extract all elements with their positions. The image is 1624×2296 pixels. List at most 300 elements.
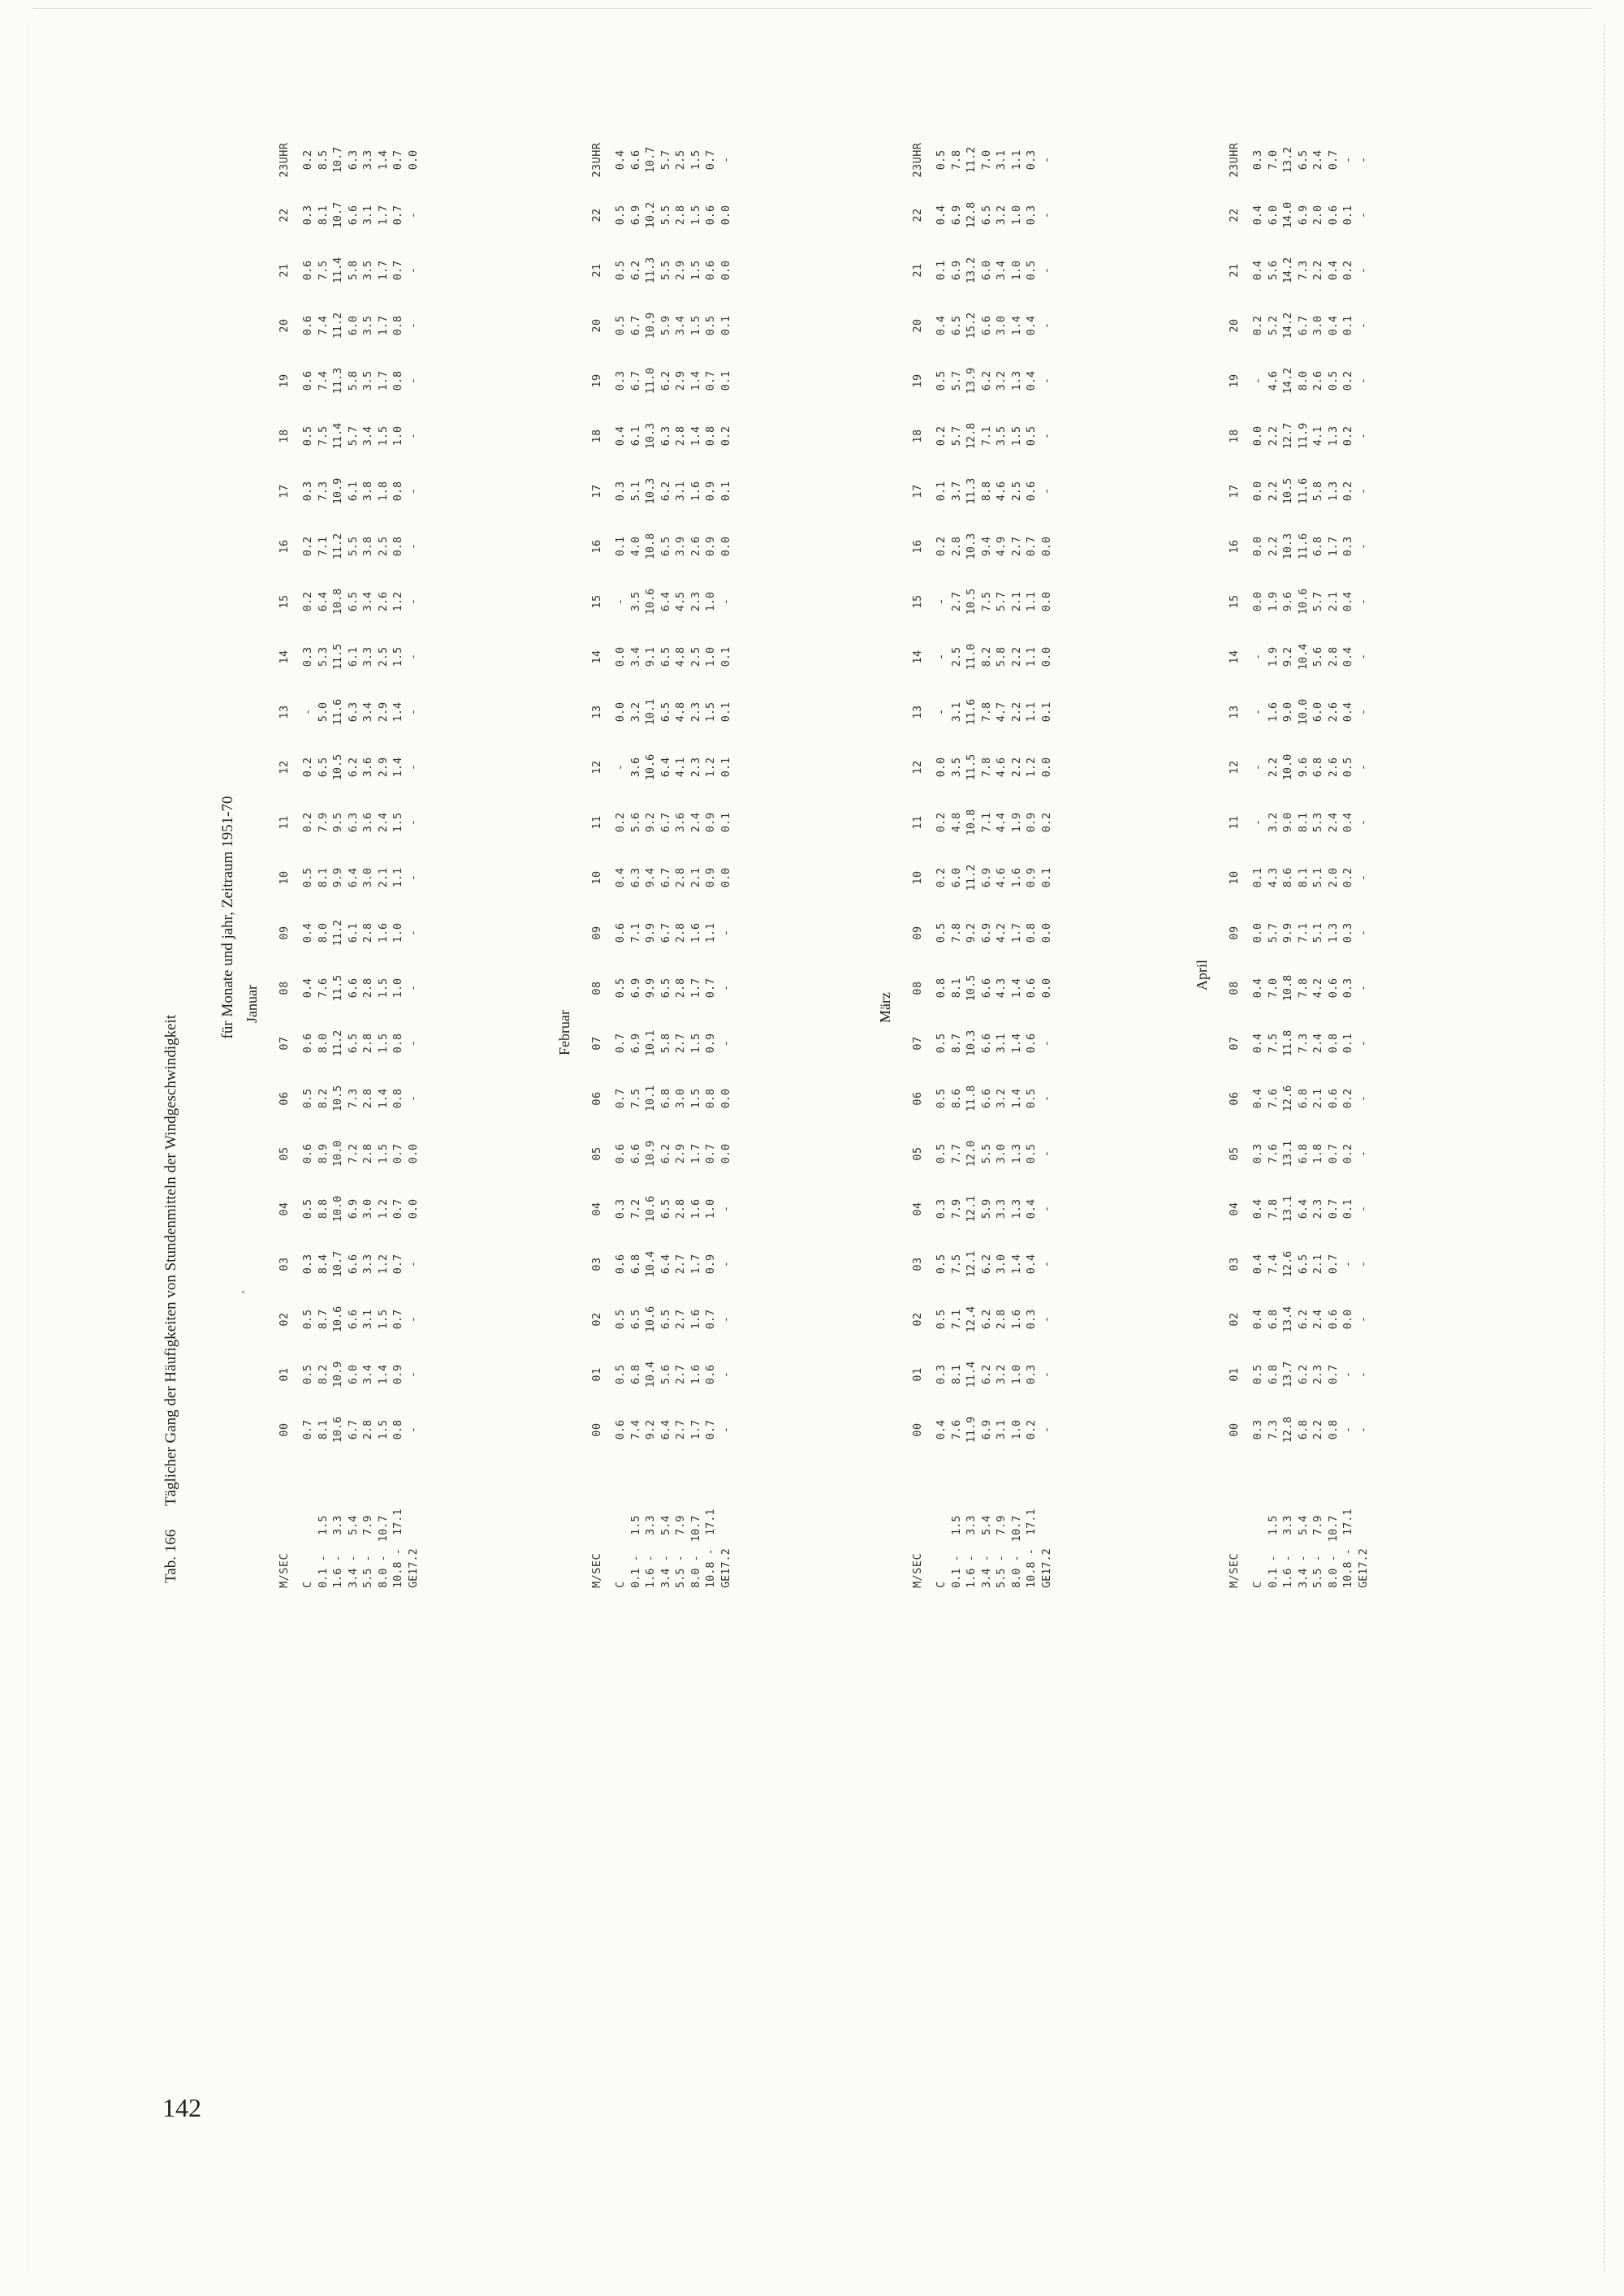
frequency-cell: 2.2 xyxy=(1009,646,1023,667)
frequency-cell: 2.8 xyxy=(674,425,688,447)
frequency-cell: 4.9 xyxy=(995,536,1009,557)
frequency-cell: 11.6 xyxy=(1296,477,1310,505)
frequency-cell: 0.6 xyxy=(1326,205,1340,226)
frequency-cell: 0.3 xyxy=(1341,922,1355,943)
frequency-cell: 0.5 xyxy=(1025,1143,1039,1164)
frequency-cell: 1.8 xyxy=(1311,1143,1325,1164)
frequency-cell: 10.6 xyxy=(644,1195,658,1223)
frequency-cell: 0.6 xyxy=(301,1143,315,1164)
frequency-cell: 0.2 xyxy=(1341,481,1355,502)
table-row xyxy=(949,132,965,1591)
frequency-cell: 7.8 xyxy=(979,701,993,723)
frequency-cell: 3.5 xyxy=(995,425,1009,447)
frequency-cell: 6.2 xyxy=(979,1364,993,1385)
hour-header: 10 xyxy=(911,870,924,885)
frequency-cell: 0.6 xyxy=(301,370,315,391)
table-number: Tab. 166 xyxy=(162,1529,179,1583)
frequency-cell: 0.2 xyxy=(1341,425,1355,447)
frequency-cell: 6.2 xyxy=(659,481,672,502)
frequency-cell: 0.0 xyxy=(406,1198,420,1219)
frequency-cell: 2.2 xyxy=(1009,701,1023,723)
frequency-cell: 0.4 xyxy=(1251,978,1265,999)
frequency-cell: - xyxy=(1251,708,1265,716)
frequency-cell: 0.4 xyxy=(1341,812,1355,833)
frequency-cell: 3.0 xyxy=(361,867,375,888)
frequency-cell: 0.7 xyxy=(704,1309,718,1330)
frequency-cell: - xyxy=(719,1260,732,1268)
frequency-cell: 0.3 xyxy=(614,1198,628,1219)
frequency-cell: 0.2 xyxy=(1251,315,1265,336)
frequency-cell: 6.5 xyxy=(346,1033,360,1054)
speed-range: 0.1 - 1.5 xyxy=(316,1515,330,1588)
frequency-cell: 6.8 xyxy=(628,1254,642,1275)
frequency-cell: 0.9 xyxy=(704,812,718,833)
frequency-cell: 0.8 xyxy=(1025,922,1039,943)
speed-range: 10.8 - 17.1 xyxy=(1025,1508,1039,1588)
frequency-cell: - xyxy=(406,708,420,716)
frequency-cell: 0.5 xyxy=(935,1088,948,1109)
frequency-cell: 5.5 xyxy=(979,1143,993,1164)
frequency-cell: 2.4 xyxy=(1311,149,1325,170)
frequency-cell: 11.6 xyxy=(331,698,345,726)
table-row xyxy=(316,132,331,1591)
frequency-cell: 2.0 xyxy=(1311,205,1325,226)
frequency-cell: - xyxy=(1356,1205,1370,1213)
frequency-cell: 3.6 xyxy=(674,812,688,833)
frequency-cell: 0.0 xyxy=(614,646,628,667)
frequency-cell: 0.5 xyxy=(301,1198,315,1219)
frequency-cell: 2.8 xyxy=(674,922,688,943)
frequency-cell: 6.2 xyxy=(659,370,672,391)
frequency-cell: - xyxy=(406,1426,420,1434)
frequency-cell: 2.9 xyxy=(376,757,390,778)
frequency-cell: 0.0 xyxy=(1039,922,1053,943)
month-table xyxy=(1218,132,1371,1591)
hour-header: 07 xyxy=(590,1036,603,1051)
frequency-cell: 4.4 xyxy=(995,812,1009,833)
frequency-cell: 3.3 xyxy=(361,1254,375,1275)
frequency-cell: 2.1 xyxy=(689,867,702,888)
frequency-cell: 0.5 xyxy=(935,922,948,943)
frequency-cell: - xyxy=(1356,211,1370,219)
frequency-cell: 0.4 xyxy=(614,425,628,447)
frequency-cell: 2.1 xyxy=(1311,1088,1325,1109)
frequency-cell: 7.5 xyxy=(316,260,330,281)
frequency-cell: 7.4 xyxy=(628,1419,642,1440)
frequency-cell: 0.3 xyxy=(301,1254,315,1275)
frequency-cell: 0.4 xyxy=(1251,1254,1265,1275)
frequency-cell: 1.0 xyxy=(391,978,405,999)
frequency-cell: 0.6 xyxy=(614,922,628,943)
frequency-cell: 6.8 xyxy=(1311,757,1325,778)
frequency-cell: 0.4 xyxy=(1341,701,1355,723)
frequency-cell: 6.5 xyxy=(659,978,672,999)
frequency-cell: 3.3 xyxy=(995,1198,1009,1219)
frequency-cell: 1.6 xyxy=(1009,867,1023,888)
frequency-cell: 10.6 xyxy=(644,753,658,781)
frequency-cell: 10.6 xyxy=(331,1306,345,1333)
hour-header: 14 xyxy=(911,650,924,664)
frequency-cell: 10.0 xyxy=(1281,753,1295,781)
frequency-cell: 7.5 xyxy=(316,425,330,447)
frequency-cell: 9.4 xyxy=(644,867,658,888)
hour-header: 21 xyxy=(911,263,924,278)
hour-header: 12 xyxy=(590,760,603,775)
frequency-cell: 5.8 xyxy=(346,370,360,391)
frequency-cell: - xyxy=(406,929,420,937)
hour-header: 16 xyxy=(1228,539,1241,554)
hour-header: 11 xyxy=(278,815,291,830)
frequency-cell: 1.7 xyxy=(376,370,390,391)
hour-header: 10 xyxy=(590,870,603,885)
frequency-cell: 7.0 xyxy=(1266,149,1280,170)
frequency-cell: - xyxy=(719,1039,732,1047)
frequency-cell: 12.1 xyxy=(965,1250,978,1278)
frequency-cell: - xyxy=(1356,487,1370,495)
frequency-cell: 0.3 xyxy=(935,1198,948,1219)
frequency-cell: 0.0 xyxy=(1039,536,1053,557)
frequency-cell: 13.2 xyxy=(1281,146,1295,174)
frequency-cell: 0.0 xyxy=(719,1143,732,1164)
frequency-cell: 6.5 xyxy=(659,1309,672,1330)
frequency-cell: 3.3 xyxy=(361,646,375,667)
rotated-table-block xyxy=(146,49,1527,1591)
frequency-cell: 0.6 xyxy=(614,1254,628,1275)
frequency-cell: 0.3 xyxy=(1025,205,1039,226)
frequency-cell: 10.5 xyxy=(965,588,978,615)
frequency-cell: 10.7 xyxy=(331,1250,345,1278)
frequency-cell: 0.3 xyxy=(301,481,315,502)
frequency-cell: 0.2 xyxy=(1341,1088,1355,1109)
frequency-cell: 0.2 xyxy=(301,536,315,557)
frequency-cell: 2.3 xyxy=(1311,1364,1325,1385)
frequency-cell: 1.4 xyxy=(376,1088,390,1109)
frequency-cell: 0.7 xyxy=(1326,149,1340,170)
frequency-cell: - xyxy=(406,818,420,826)
frequency-cell: 2.5 xyxy=(376,536,390,557)
frequency-cell: - xyxy=(1356,1315,1370,1323)
frequency-cell: 0.7 xyxy=(391,260,405,281)
hour-header: 01 xyxy=(590,1367,603,1382)
frequency-cell: 7.9 xyxy=(949,1198,963,1219)
frequency-cell: 0.3 xyxy=(1251,1143,1265,1164)
frequency-cell: 12.6 xyxy=(1281,1085,1295,1112)
frequency-cell: 7.7 xyxy=(949,1143,963,1164)
table-row xyxy=(406,132,421,1591)
hour-header: 09 xyxy=(911,926,924,940)
frequency-cell: 0.7 xyxy=(1326,1143,1340,1164)
hour-header: 04 xyxy=(1228,1202,1241,1216)
frequency-cell: 3.0 xyxy=(995,1143,1009,1164)
frequency-cell: 1.0 xyxy=(704,646,718,667)
frequency-cell: 6.5 xyxy=(1296,149,1310,170)
frequency-cell: 6.4 xyxy=(659,1254,672,1275)
frequency-cell: - xyxy=(1356,1150,1370,1158)
frequency-cell: 6.8 xyxy=(1296,1088,1310,1109)
frequency-cell: 14.2 xyxy=(1281,367,1295,395)
frequency-cell: 6.2 xyxy=(1296,1309,1310,1330)
frequency-cell: 2.4 xyxy=(1311,1309,1325,1330)
month-label: Februar xyxy=(556,1010,572,1055)
frequency-cell: 0.4 xyxy=(935,205,948,226)
frequency-cell: 3.2 xyxy=(995,1364,1009,1385)
frequency-cell: 7.1 xyxy=(1296,922,1310,943)
frequency-cell: 7.6 xyxy=(1266,1088,1280,1109)
frequency-cell: 1.5 xyxy=(1009,425,1023,447)
frequency-cell: 6.9 xyxy=(979,922,993,943)
speed-range: 3.4 - 5.4 xyxy=(659,1515,672,1588)
hour-header: 22 xyxy=(1228,208,1241,222)
frequency-cell: 6.1 xyxy=(346,481,360,502)
frequency-cell: 3.0 xyxy=(995,315,1009,336)
frequency-cell: 0.5 xyxy=(935,1033,948,1054)
frequency-cell: 0.7 xyxy=(614,1088,628,1109)
frequency-cell: 2.9 xyxy=(674,1143,688,1164)
table-subtitle: für Monate und jahr, Zeitraum 1951-70 xyxy=(219,796,236,1039)
frequency-cell: 0.6 xyxy=(1025,978,1039,999)
month-section-2 xyxy=(877,49,1186,1591)
hour-header: 08 xyxy=(911,981,924,995)
hour-header: 15 xyxy=(278,594,291,609)
frequency-cell: 11.8 xyxy=(1281,1029,1295,1057)
frequency-cell: 14.2 xyxy=(1281,257,1295,284)
frequency-cell: - xyxy=(1039,1315,1053,1323)
frequency-cell: - xyxy=(1356,818,1370,826)
frequency-cell: 3.1 xyxy=(361,205,375,226)
table-row xyxy=(1009,132,1025,1591)
frequency-cell: 5.8 xyxy=(1311,481,1325,502)
frequency-cell: 10.3 xyxy=(965,1029,978,1057)
frequency-cell: 9.6 xyxy=(1281,591,1295,612)
frequency-cell: 5.7 xyxy=(659,149,672,170)
frequency-cell: 0.3 xyxy=(614,481,628,502)
table-row xyxy=(1341,132,1356,1591)
frequency-cell: 6.0 xyxy=(346,1364,360,1385)
frequency-cell: 3.8 xyxy=(361,536,375,557)
frequency-cell: 1.5 xyxy=(376,1033,390,1054)
frequency-cell: 8.1 xyxy=(1296,812,1310,833)
frequency-cell: 11.6 xyxy=(965,698,978,726)
hour-header: 19 xyxy=(278,373,291,388)
frequency-cell: 2.5 xyxy=(689,646,702,667)
frequency-cell: - xyxy=(935,708,948,716)
table-row xyxy=(1326,132,1341,1591)
frequency-cell: - xyxy=(1356,1260,1370,1268)
hour-header: 09 xyxy=(278,926,291,940)
frequency-cell: 5.6 xyxy=(659,1364,672,1385)
table-row xyxy=(330,132,346,1591)
month-table xyxy=(901,132,1054,1591)
frequency-cell: 0.3 xyxy=(1025,1309,1039,1330)
frequency-cell: 0.2 xyxy=(614,812,628,833)
frequency-cell: 5.7 xyxy=(1266,922,1280,943)
frequency-cell: 0.3 xyxy=(301,205,315,226)
frequency-cell: 10.8 xyxy=(331,588,345,615)
frequency-cell: 10.6 xyxy=(1296,588,1310,615)
frequency-cell: 1.7 xyxy=(1326,536,1340,557)
frequency-cell: 11.8 xyxy=(965,1085,978,1112)
hour-header: 12 xyxy=(1228,760,1241,775)
month-table xyxy=(268,132,421,1591)
hour-header: 04 xyxy=(278,1202,291,1216)
frequency-cell: 2.2 xyxy=(1266,425,1280,447)
frequency-cell: 12.4 xyxy=(965,1306,978,1333)
frequency-cell: 0.7 xyxy=(1326,1364,1340,1385)
hour-header: 11 xyxy=(590,815,603,830)
hour-header: 10 xyxy=(1228,870,1241,885)
frequency-cell: 2.7 xyxy=(674,1033,688,1054)
unit-header: M/SEC xyxy=(278,1552,291,1588)
speed-range: 1.6 - 3.3 xyxy=(965,1515,978,1588)
frequency-cell: - xyxy=(1039,432,1053,440)
frequency-cell: 7.4 xyxy=(316,315,330,336)
frequency-cell: 0.6 xyxy=(301,315,315,336)
frequency-cell: 10.9 xyxy=(644,1140,658,1167)
table-row xyxy=(1356,132,1371,1591)
frequency-cell: 0.3 xyxy=(1025,1364,1039,1385)
hour-header: 02 xyxy=(278,1312,291,1327)
frequency-cell: - xyxy=(1251,377,1265,385)
frequency-cell: 2.5 xyxy=(376,646,390,667)
frequency-cell: - xyxy=(406,653,420,661)
frequency-cell: - xyxy=(1251,653,1265,661)
frequency-cell: 4.3 xyxy=(995,978,1009,999)
frequency-cell: 9.0 xyxy=(1281,701,1295,723)
frequency-cell: 6.8 xyxy=(1266,1309,1280,1330)
frequency-cell: 2.1 xyxy=(1009,591,1023,612)
frequency-cell: 6.2 xyxy=(979,370,993,391)
frequency-cell: 1.5 xyxy=(689,1033,702,1054)
hour-header: 14 xyxy=(590,650,603,664)
frequency-cell: 10.4 xyxy=(644,1250,658,1278)
frequency-cell: 0.7 xyxy=(391,205,405,226)
frequency-cell: 10.8 xyxy=(965,809,978,836)
frequency-cell: 4.6 xyxy=(995,757,1009,778)
frequency-cell: 1.7 xyxy=(376,205,390,226)
frequency-cell: 0.4 xyxy=(935,315,948,336)
hour-header: 21 xyxy=(590,263,603,278)
frequency-cell: 0.1 xyxy=(1341,1198,1355,1219)
frequency-cell: 0.8 xyxy=(391,1033,405,1054)
frequency-cell: 0.0 xyxy=(614,701,628,723)
hour-header: 17 xyxy=(278,484,291,498)
frequency-cell: 7.1 xyxy=(979,812,993,833)
frequency-cell: 0.1 xyxy=(719,315,732,336)
frequency-cell: 6.8 xyxy=(1266,1364,1280,1385)
frequency-cell: 3.2 xyxy=(628,701,642,723)
frequency-cell: 0.5 xyxy=(614,1364,628,1385)
frequency-cell: 0.7 xyxy=(301,1419,315,1440)
speed-range: GE17.2 xyxy=(406,1548,420,1588)
frequency-cell: 2.8 xyxy=(674,205,688,226)
frequency-cell: 6.6 xyxy=(346,1309,360,1330)
hour-header: 09 xyxy=(1228,926,1241,940)
frequency-cell: 10.7 xyxy=(331,201,345,229)
frequency-cell: 1.5 xyxy=(376,425,390,447)
frequency-cell: 6.0 xyxy=(979,260,993,281)
frequency-cell: 0.6 xyxy=(614,1143,628,1164)
frequency-cell: 7.8 xyxy=(1296,978,1310,999)
frequency-cell: 2.2 xyxy=(1311,260,1325,281)
speed-range: 10.8 - 17.1 xyxy=(704,1508,718,1588)
frequency-cell: 5.7 xyxy=(949,425,963,447)
frequency-cell: 0.7 xyxy=(1025,536,1039,557)
frequency-cell: 0.9 xyxy=(704,1254,718,1275)
frequency-cell: 1.5 xyxy=(376,1309,390,1330)
frequency-cell: 6.6 xyxy=(346,1254,360,1275)
frequency-cell: 1.4 xyxy=(689,370,702,391)
frequency-cell: 6.2 xyxy=(979,1309,993,1330)
frequency-cell: 6.6 xyxy=(628,1143,642,1164)
frequency-cell: 8.2 xyxy=(316,1088,330,1109)
frequency-cell: 13.1 xyxy=(1281,1140,1295,1167)
speed-range: C xyxy=(301,1581,315,1588)
frequency-cell: 12.1 xyxy=(965,1195,978,1223)
frequency-cell: - xyxy=(406,487,420,495)
frequency-cell: 4.5 xyxy=(674,591,688,612)
frequency-cell: 1.6 xyxy=(689,1198,702,1219)
hour-header: 06 xyxy=(278,1091,291,1106)
frequency-cell: 10.9 xyxy=(331,1361,345,1388)
frequency-cell: 4.1 xyxy=(674,757,688,778)
frequency-cell: 11.5 xyxy=(331,643,345,671)
frequency-cell: 1.9 xyxy=(1009,812,1023,833)
frequency-cell: 9.6 xyxy=(1296,757,1310,778)
frequency-cell: 1.6 xyxy=(689,1309,702,1330)
frequency-cell: 0.7 xyxy=(704,370,718,391)
frequency-cell: - xyxy=(1356,1039,1370,1047)
frequency-cell: 11.2 xyxy=(331,312,345,339)
frequency-cell: 0.2 xyxy=(935,812,948,833)
frequency-cell: - xyxy=(1356,1370,1370,1379)
frequency-cell: 0.5 xyxy=(935,149,948,170)
speed-range: 5.5 - 7.9 xyxy=(995,1515,1009,1588)
hour-header: 04 xyxy=(590,1202,603,1216)
frequency-cell: 2.8 xyxy=(361,1033,375,1054)
speed-range: GE17.2 xyxy=(1039,1548,1053,1588)
table-row xyxy=(1281,132,1296,1591)
table-header-row xyxy=(901,132,934,1591)
hour-header: 23UHR xyxy=(911,142,924,178)
hour-header: 04 xyxy=(911,1202,924,1216)
speed-range: C xyxy=(1251,1581,1265,1588)
frequency-cell: 10.6 xyxy=(644,1306,658,1333)
frequency-cell: 7.3 xyxy=(316,481,330,502)
month-section-0 xyxy=(244,49,552,1591)
frequency-cell: 0.5 xyxy=(614,1309,628,1330)
frequency-cell: 8.2 xyxy=(979,646,993,667)
frequency-cell: 0.5 xyxy=(301,867,315,888)
frequency-cell: 0.5 xyxy=(301,1364,315,1385)
frequency-cell: - xyxy=(406,598,420,606)
frequency-cell: 7.1 xyxy=(979,425,993,447)
frequency-cell: 0.6 xyxy=(1025,1033,1039,1054)
hour-header: 15 xyxy=(1228,594,1241,609)
frequency-cell: 0.5 xyxy=(1341,757,1355,778)
frequency-cell: 3.6 xyxy=(628,757,642,778)
speed-range: 1.6 - 3.3 xyxy=(644,1515,658,1588)
frequency-cell: 0.0 xyxy=(1039,978,1053,999)
frequency-cell: 5.6 xyxy=(1311,646,1325,667)
speed-range: 10.8 - 17.1 xyxy=(391,1508,405,1588)
hour-header: 02 xyxy=(1228,1312,1241,1327)
frequency-cell: 10.0 xyxy=(331,1140,345,1167)
frequency-cell: 3.2 xyxy=(1266,812,1280,833)
frequency-cell: 10.1 xyxy=(644,1085,658,1112)
frequency-cell: 9.2 xyxy=(1281,646,1295,667)
frequency-cell: 7.0 xyxy=(979,149,993,170)
frequency-cell: 0.0 xyxy=(935,757,948,778)
